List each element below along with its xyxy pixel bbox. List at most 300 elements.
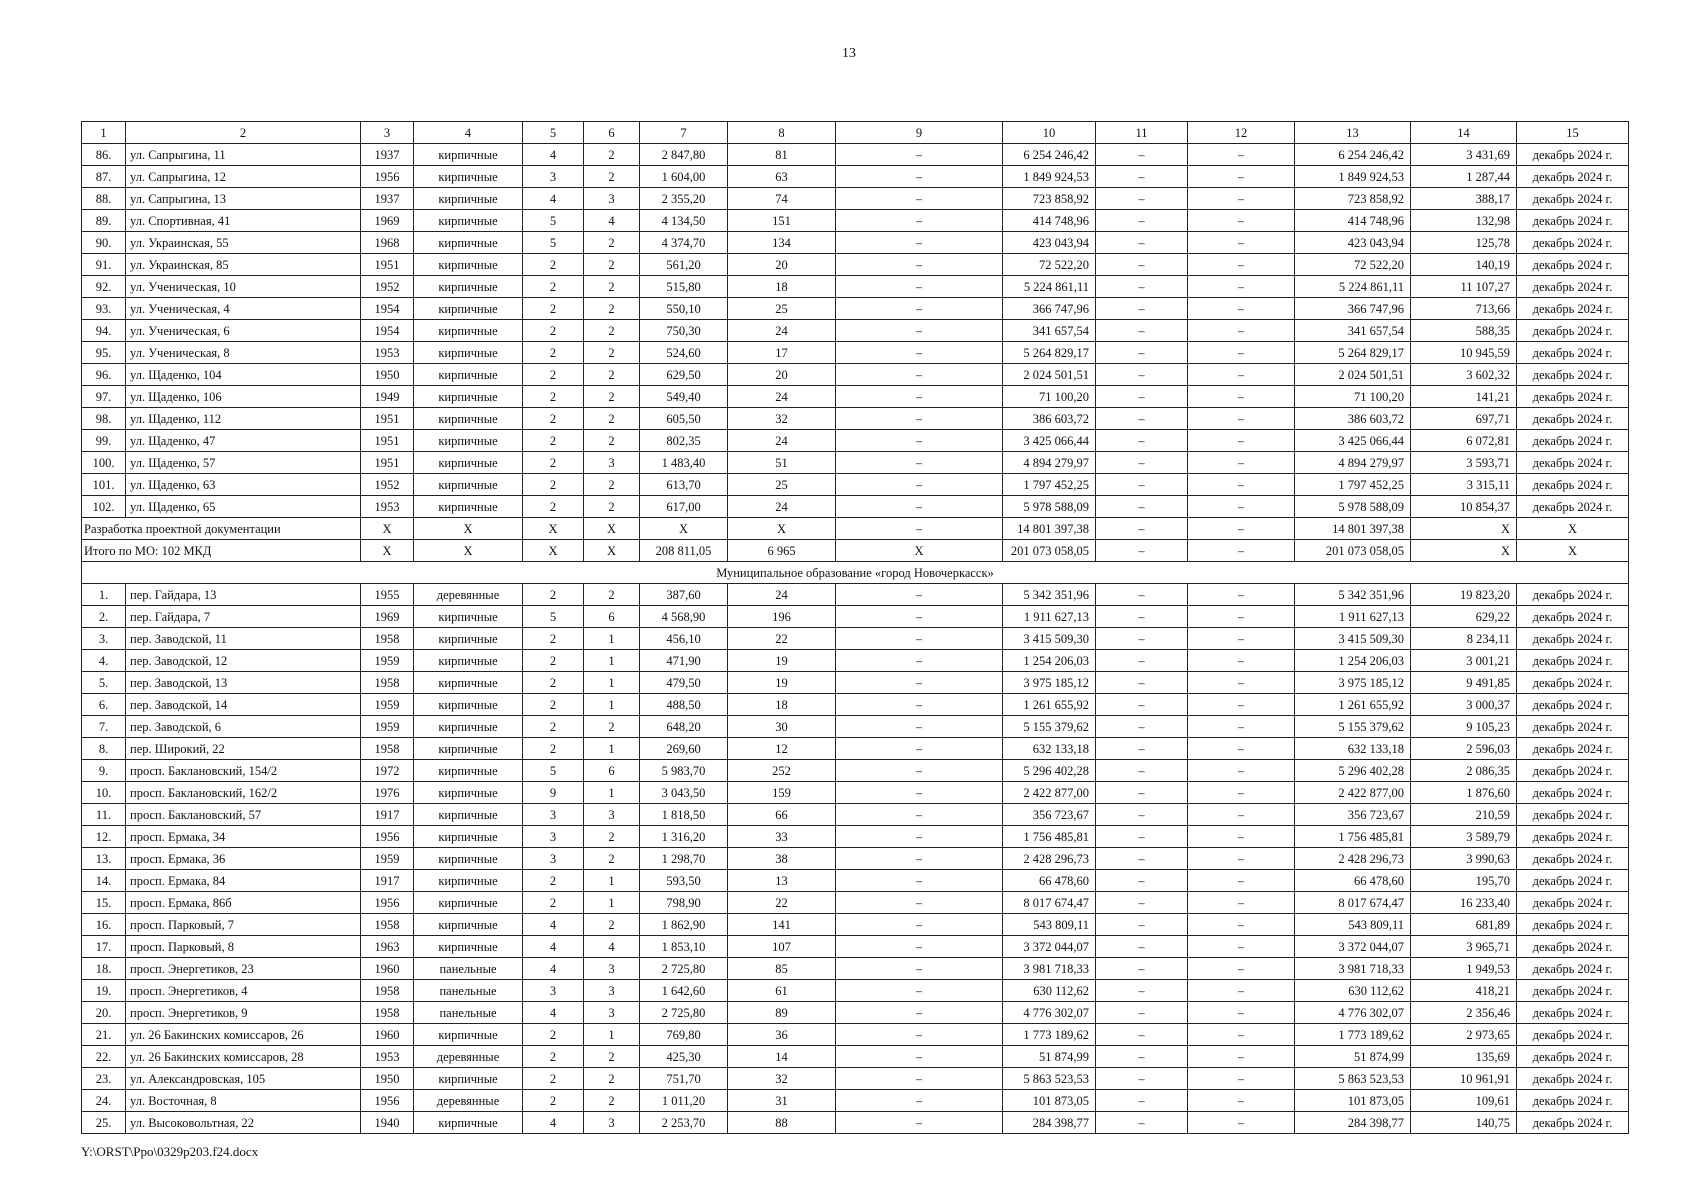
table-cell: 2 (523, 276, 584, 298)
table-row (82, 144, 1629, 166)
table-cell: просп. Ермака, 84 (126, 870, 361, 892)
table-cell: 24 (728, 430, 836, 452)
table-cell: декабрь 2024 г. (1517, 254, 1629, 276)
table-cell: – (836, 496, 1003, 518)
table-cell: декабрь 2024 г. (1517, 1046, 1629, 1068)
table-cell: – (1096, 408, 1188, 430)
table-cell: 1 (584, 892, 640, 914)
table-cell: 5 978 588,09 (1003, 496, 1096, 518)
table-cell: панельные (414, 980, 523, 1002)
table-cell: 423 043,94 (1295, 232, 1411, 254)
table-cell: декабрь 2024 г. (1517, 496, 1629, 518)
table-cell: 4 894 279,97 (1295, 452, 1411, 474)
table-cell: ул. Щаденко, 106 (126, 386, 361, 408)
table-cell: 3 975 185,12 (1295, 672, 1411, 694)
table-row (82, 606, 1629, 628)
table-cell: ул. Ученическая, 10 (126, 276, 361, 298)
table-row (82, 892, 1629, 914)
table-cell: 4. (82, 650, 126, 672)
table-cell: 2 356,46 (1411, 1002, 1517, 1024)
table-cell: – (1188, 1112, 1295, 1134)
table-cell: 2 (584, 408, 640, 430)
table-cell: декабрь 2024 г. (1517, 628, 1629, 650)
table-row (82, 914, 1629, 936)
table-cell: кирпичные (414, 408, 523, 430)
table-cell: – (1096, 496, 1188, 518)
table-cell: 252 (728, 760, 836, 782)
table-row (82, 474, 1629, 496)
table-cell: – (1188, 980, 1295, 1002)
table-cell: кирпичные (414, 738, 523, 760)
table-cell: 19 823,20 (1411, 584, 1517, 606)
table-cell: 3 372 044,07 (1003, 936, 1096, 958)
table-cell: – (1096, 606, 1188, 628)
table-cell: 5 342 351,96 (1295, 584, 1411, 606)
table-cell: 3 (584, 980, 640, 1002)
table-cell: 6 254 246,42 (1003, 144, 1096, 166)
table-cell: 13. (82, 848, 126, 870)
table-cell: – (1188, 826, 1295, 848)
table-cell: – (1096, 672, 1188, 694)
table-cell: 2 847,80 (640, 144, 728, 166)
footer-file-path: Y:\ORST\Ppo\0329p203.f24.docx (81, 1144, 259, 1159)
table-cell: 5 264 829,17 (1003, 342, 1096, 364)
table-cell: – (836, 518, 1003, 540)
table-cell: – (1096, 804, 1188, 826)
table-cell: декабрь 2024 г. (1517, 760, 1629, 782)
table-cell: 2 (584, 848, 640, 870)
table-cell: 11. (82, 804, 126, 826)
table-cell: 51 (728, 452, 836, 474)
table-cell: 4 (523, 936, 584, 958)
table-cell: 2 (523, 1024, 584, 1046)
table-cell: 3 (361, 122, 414, 144)
table-cell: 72 522,20 (1295, 254, 1411, 276)
table-cell: кирпичные (414, 694, 523, 716)
table-cell: 20 (728, 254, 836, 276)
table-cell: 4 (523, 958, 584, 980)
table-cell: 2 (584, 298, 640, 320)
table-cell: 2 (523, 474, 584, 496)
table-cell: 5. (82, 672, 126, 694)
table-cell: кирпичные (414, 430, 523, 452)
table-cell: 16. (82, 914, 126, 936)
table-cell: 6 965 (728, 540, 836, 562)
table-cell: 2 (584, 496, 640, 518)
table-cell: – (1096, 716, 1188, 738)
table-row (82, 1068, 1629, 1090)
table-cell: 19 (728, 672, 836, 694)
table-cell: декабрь 2024 г. (1517, 584, 1629, 606)
table-cell: 101. (82, 474, 126, 496)
table-cell: 4 (523, 188, 584, 210)
table-cell: – (1096, 1112, 1188, 1134)
table-cell: 1 011,20 (640, 1090, 728, 1112)
table-cell: 1969 (361, 606, 414, 628)
table-cell: 2 (523, 650, 584, 672)
table-cell: 86. (82, 144, 126, 166)
table-cell: ул. Восточная, 8 (126, 1090, 361, 1112)
table-cell: 1949 (361, 386, 414, 408)
table-cell: – (836, 914, 1003, 936)
table-cell: 341 657,54 (1003, 320, 1096, 342)
table-cell: ул. Ученическая, 6 (126, 320, 361, 342)
table-cell: – (1096, 452, 1188, 474)
table-cell: 7. (82, 716, 126, 738)
table-cell: 2 (584, 716, 640, 738)
table-cell: 4 (523, 914, 584, 936)
table-cell: 25. (82, 1112, 126, 1134)
table-row (82, 496, 1629, 518)
table-cell: 13 (728, 870, 836, 892)
table-cell: – (1188, 1024, 1295, 1046)
table-cell: 1953 (361, 1046, 414, 1068)
table-cell: 22 (728, 892, 836, 914)
table-cell: – (1188, 166, 1295, 188)
table-cell: – (1096, 342, 1188, 364)
section-title: Муниципальное образование «город Новочеркасск» (82, 562, 1629, 584)
table-cell: – (1188, 958, 1295, 980)
table-row (82, 364, 1629, 386)
table-cell: 8 234,11 (1411, 628, 1517, 650)
table-cell: 2 (584, 254, 640, 276)
table-cell: 1956 (361, 892, 414, 914)
table-cell: – (1096, 694, 1188, 716)
table-cell: 32 (728, 408, 836, 430)
table-cell: ул. 26 Бакинских комиссаров, 28 (126, 1046, 361, 1068)
table-cell: кирпичные (414, 650, 523, 672)
table-row (82, 672, 1629, 694)
table-cell: декабрь 2024 г. (1517, 386, 1629, 408)
table-cell: декабрь 2024 г. (1517, 408, 1629, 430)
table-cell: 488,50 (640, 694, 728, 716)
table-cell: декабрь 2024 г. (1517, 188, 1629, 210)
table-cell: – (836, 716, 1003, 738)
table-cell: 4 134,50 (640, 210, 728, 232)
table-cell: 2 (523, 452, 584, 474)
table-cell: 3 981 718,33 (1295, 958, 1411, 980)
table-cell: 1969 (361, 210, 414, 232)
table-cell: – (836, 1112, 1003, 1134)
table-cell: 92. (82, 276, 126, 298)
table-cell: 648,20 (640, 716, 728, 738)
table-cell: 1 483,40 (640, 452, 728, 474)
table-cell: 8 017 674,47 (1295, 892, 1411, 914)
table-row (82, 1090, 1629, 1112)
table-cell: 2 (523, 342, 584, 364)
table-cell: панельные (414, 958, 523, 980)
table-cell: ул. Украинская, 55 (126, 232, 361, 254)
table-cell: 140,19 (1411, 254, 1517, 276)
table-cell: – (836, 210, 1003, 232)
table-cell: 2 (523, 298, 584, 320)
table-cell: 5 296 402,28 (1003, 760, 1096, 782)
table-row (82, 716, 1629, 738)
table-row (82, 342, 1629, 364)
summary-label: Разработка проектной документации (82, 518, 361, 540)
table-cell: 3. (82, 628, 126, 650)
table-cell: 414 748,96 (1295, 210, 1411, 232)
table-cell: кирпичные (414, 870, 523, 892)
table-cell: 2 (584, 1046, 640, 1068)
table-row (82, 804, 1629, 826)
table-cell: – (836, 144, 1003, 166)
table-cell: 414 748,96 (1003, 210, 1096, 232)
table-cell: деревянные (414, 584, 523, 606)
table-cell: кирпичные (414, 188, 523, 210)
table-cell: 1959 (361, 848, 414, 870)
table-cell: 2 (523, 892, 584, 914)
table-cell: 1 862,90 (640, 914, 728, 936)
table-cell: – (1096, 1002, 1188, 1024)
table-cell: 93. (82, 298, 126, 320)
table-cell: 24 (728, 584, 836, 606)
table-cell: 4 374,70 (640, 232, 728, 254)
table-cell: декабрь 2024 г. (1517, 1090, 1629, 1112)
table-cell: – (1188, 364, 1295, 386)
table-cell: 356 723,67 (1295, 804, 1411, 826)
table-cell: кирпичные (414, 892, 523, 914)
table-cell: декабрь 2024 г. (1517, 672, 1629, 694)
table-cell: 71 100,20 (1295, 386, 1411, 408)
table-cell: 1963 (361, 936, 414, 958)
table-body (82, 122, 1629, 1134)
table-cell: декабрь 2024 г. (1517, 782, 1629, 804)
table-cell: 61 (728, 980, 836, 1002)
table-cell: 10 854,37 (1411, 496, 1517, 518)
table-cell: 543 809,11 (1003, 914, 1096, 936)
table-cell: 4 776 302,07 (1003, 1002, 1096, 1024)
header-row (82, 122, 1629, 144)
table-cell: 1 773 189,62 (1003, 1024, 1096, 1046)
table-cell: 588,35 (1411, 320, 1517, 342)
table-cell: 88. (82, 188, 126, 210)
table-cell: 30 (728, 716, 836, 738)
table-cell: 23. (82, 1068, 126, 1090)
table-cell: 1 316,20 (640, 826, 728, 848)
table-cell: 101 873,05 (1295, 1090, 1411, 1112)
table-cell: декабрь 2024 г. (1517, 694, 1629, 716)
table-cell: 10 961,91 (1411, 1068, 1517, 1090)
table-cell: – (836, 606, 1003, 628)
table-cell: 3 (523, 848, 584, 870)
table-cell: 151 (728, 210, 836, 232)
table-row (82, 1046, 1629, 1068)
table-cell: 25 (728, 474, 836, 496)
table-cell: 5 863 523,53 (1003, 1068, 1096, 1090)
table-cell: 632 133,18 (1295, 738, 1411, 760)
table-cell: 284 398,77 (1295, 1112, 1411, 1134)
table-cell: 1 849 924,53 (1295, 166, 1411, 188)
housing-table-container (81, 121, 1628, 1134)
table-cell: 72 522,20 (1003, 254, 1096, 276)
table-cell: 3 593,71 (1411, 452, 1517, 474)
table-cell: ул. 26 Бакинских комиссаров, 26 (126, 1024, 361, 1046)
table-cell: декабрь 2024 г. (1517, 276, 1629, 298)
table-row (82, 848, 1629, 870)
table-cell: 1958 (361, 914, 414, 936)
table-cell: 5 (523, 210, 584, 232)
table-cell: 1 (584, 738, 640, 760)
table-cell: X (640, 518, 728, 540)
table-cell: 471,90 (640, 650, 728, 672)
table-cell: – (1188, 342, 1295, 364)
table-cell: 681,89 (1411, 914, 1517, 936)
table-cell: 4 (414, 122, 523, 144)
table-cell: 135,69 (1411, 1046, 1517, 1068)
table-cell: 1 849 924,53 (1003, 166, 1096, 188)
table-cell: – (836, 430, 1003, 452)
table-cell: 1953 (361, 496, 414, 518)
table-cell: 713,66 (1411, 298, 1517, 320)
table-cell: 2 (584, 826, 640, 848)
table-cell: – (1188, 232, 1295, 254)
table-cell: декабрь 2024 г. (1517, 826, 1629, 848)
table-row (82, 958, 1629, 980)
table-cell: 697,71 (1411, 408, 1517, 430)
table-cell: 18 (728, 276, 836, 298)
table-cell: просп. Энергетиков, 23 (126, 958, 361, 980)
section-row (82, 562, 1629, 584)
table-cell: ул. Сапрыгина, 11 (126, 144, 361, 166)
table-cell: 1 604,00 (640, 166, 728, 188)
table-cell: 5 342 351,96 (1003, 584, 1096, 606)
table-cell: 2 024 501,51 (1295, 364, 1411, 386)
table-cell: 1 254 206,03 (1295, 650, 1411, 672)
table-cell: 132,98 (1411, 210, 1517, 232)
table-cell: 107 (728, 936, 836, 958)
table-cell: X (1411, 540, 1517, 562)
table-row (82, 386, 1629, 408)
table-cell: 1952 (361, 474, 414, 496)
table-cell: пер. Заводской, 11 (126, 628, 361, 650)
table-cell: – (836, 738, 1003, 760)
table-row (82, 430, 1629, 452)
table-cell: – (1096, 650, 1188, 672)
table-cell: – (1096, 628, 1188, 650)
table-cell: 561,20 (640, 254, 728, 276)
table-cell: 5 224 861,11 (1295, 276, 1411, 298)
table-cell: 89. (82, 210, 126, 232)
table-cell: 22 (728, 628, 836, 650)
table-cell: – (836, 320, 1003, 342)
table-cell: 750,30 (640, 320, 728, 342)
table-cell: 269,60 (640, 738, 728, 760)
table-row (82, 210, 1629, 232)
table-cell: 7 (640, 122, 728, 144)
table-cell: 2 (584, 364, 640, 386)
table-cell: – (1096, 540, 1188, 562)
table-cell: 549,40 (640, 386, 728, 408)
table-cell: 9 (836, 122, 1003, 144)
table-cell: декабрь 2024 г. (1517, 298, 1629, 320)
table-cell: 1 (584, 694, 640, 716)
table-cell: 1959 (361, 694, 414, 716)
table-cell: – (836, 650, 1003, 672)
table-cell: 5 224 861,11 (1003, 276, 1096, 298)
table-cell: – (1096, 958, 1188, 980)
table-cell: 524,60 (640, 342, 728, 364)
table-cell: 196 (728, 606, 836, 628)
table-row (82, 694, 1629, 716)
table-cell: – (1188, 540, 1295, 562)
table-cell: 11 (1096, 122, 1188, 144)
table-cell: – (1096, 430, 1188, 452)
table-cell: 341 657,54 (1295, 320, 1411, 342)
table-cell: 1958 (361, 672, 414, 694)
table-cell: 66 478,60 (1003, 870, 1096, 892)
table-cell: 2 (584, 166, 640, 188)
table-cell: 5 (523, 760, 584, 782)
table-cell: 1 853,10 (640, 936, 728, 958)
table-cell: 21. (82, 1024, 126, 1046)
table-cell: 1 (584, 650, 640, 672)
table-cell: – (1096, 892, 1188, 914)
table-cell: пер. Заводской, 6 (126, 716, 361, 738)
table-cell: 3 (523, 166, 584, 188)
table-cell: – (836, 298, 1003, 320)
table-cell: – (1188, 936, 1295, 958)
table-cell: – (1188, 1068, 1295, 1090)
table-cell: 4 776 302,07 (1295, 1002, 1411, 1024)
table-cell: 32 (728, 1068, 836, 1090)
table-cell: 5 978 588,09 (1295, 496, 1411, 518)
table-cell: 20 (728, 364, 836, 386)
table-cell: 2 (523, 584, 584, 606)
table-cell: X (361, 518, 414, 540)
table-cell: кирпичные (414, 232, 523, 254)
table-cell: 2 725,80 (640, 1002, 728, 1024)
table-row (82, 452, 1629, 474)
table-cell: 2 (584, 430, 640, 452)
table-cell: декабрь 2024 г. (1517, 870, 1629, 892)
table-cell: декабрь 2024 г. (1517, 452, 1629, 474)
table-cell: – (1188, 804, 1295, 826)
table-cell: декабрь 2024 г. (1517, 716, 1629, 738)
table-cell: 5 (523, 122, 584, 144)
table-cell: 1951 (361, 430, 414, 452)
table-cell: 3 (584, 188, 640, 210)
table-cell: деревянные (414, 1090, 523, 1112)
table-cell: 1951 (361, 452, 414, 474)
table-cell: 1 756 485,81 (1295, 826, 1411, 848)
table-cell: 8 017 674,47 (1003, 892, 1096, 914)
total-row (82, 540, 1629, 562)
table-cell: декабрь 2024 г. (1517, 342, 1629, 364)
table-cell: 632 133,18 (1003, 738, 1096, 760)
table-cell: ул. Ученическая, 8 (126, 342, 361, 364)
table-cell: 18. (82, 958, 126, 980)
table-cell: – (836, 980, 1003, 1002)
table-cell: 593,50 (640, 870, 728, 892)
table-cell: 2 (523, 870, 584, 892)
table-cell: 12 (728, 738, 836, 760)
table-cell: декабрь 2024 г. (1517, 430, 1629, 452)
table-cell: 2 355,20 (640, 188, 728, 210)
table-cell: 2 422 877,00 (1295, 782, 1411, 804)
table-cell: декабрь 2024 г. (1517, 210, 1629, 232)
table-cell: 14 801 397,38 (1003, 518, 1096, 540)
table-cell: – (1096, 782, 1188, 804)
table-cell: 1 (82, 122, 126, 144)
table-cell: декабрь 2024 г. (1517, 848, 1629, 870)
table-cell: – (1096, 1046, 1188, 1068)
table-cell: кирпичные (414, 760, 523, 782)
table-cell: кирпичные (414, 936, 523, 958)
table-cell: 9 105,23 (1411, 716, 1517, 738)
table-cell: 3 431,69 (1411, 144, 1517, 166)
table-cell: 1960 (361, 958, 414, 980)
